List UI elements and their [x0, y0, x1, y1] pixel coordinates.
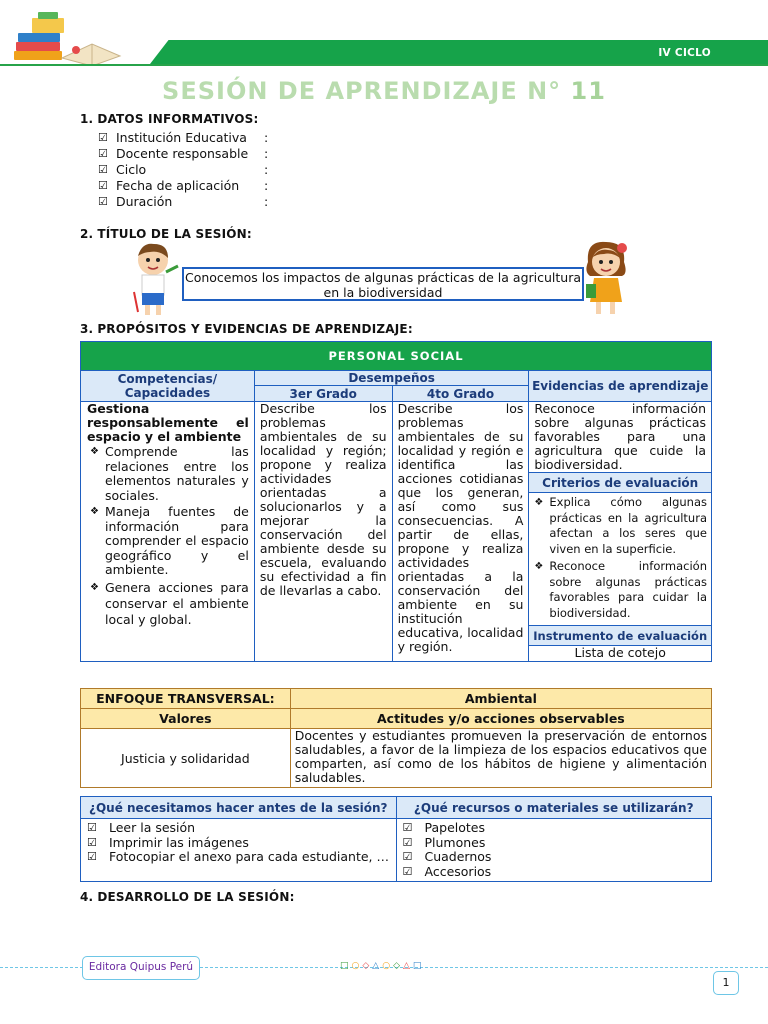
evidencia-cell: Reconoce información sobre algunas prácticas favorables para una agricultura que cuide la biodiversidad. [529, 402, 712, 473]
checkbox-icon: ☑ [402, 850, 413, 863]
publisher-label: Editora Quipus Perú [82, 956, 200, 980]
criterios-header: Criterios de evaluación [529, 473, 712, 493]
books-illustration [12, 12, 122, 66]
enfoque-table [80, 688, 712, 788]
recurso-item: ☑ Accesorios [402, 863, 492, 879]
checkbox-icon: ☑ [98, 131, 108, 144]
capacidad-item: ❖ Genera acciones para conservar el ambiente local y global. [87, 580, 249, 628]
antes-item: ☑ Imprimir las imágenes [87, 834, 249, 850]
capacidad-item: ❖ Maneja fuentes de información para comprender el espacio geográfico y el ambiente. [87, 505, 249, 578]
page-title: SESIÓN DE APRENDIZAJE N° 11 [162, 77, 606, 105]
actitud-cell: Docentes y estudiantes promueven la preservación de entornos saludables, a favor de la limpieza de los espacios educativos que comparten, así como de los hábitos de higiene y alimentación saludables. [290, 729, 711, 788]
preparacion-table [80, 796, 712, 882]
checkbox-icon: ☑ [402, 821, 413, 834]
ciclo-label: IV CICLO [658, 47, 711, 59]
capacidad-item: ❖ Comprende las relaciones entre los elementos naturales y sociales. [87, 445, 249, 503]
recursos-header: ¿Qué recursos o materiales se utilizarán? [396, 797, 712, 819]
recursos-list [397, 819, 712, 881]
checkbox-icon: ☑ [98, 147, 108, 160]
criterio-item: ❖ Reconoce información sobre algunas prácticas favorables para cuidar la biodiversidad. [531, 559, 707, 621]
area-header: PERSONAL SOCIAL [81, 342, 712, 371]
grade-3-desempeno: Describe los problemas ambientales de su localidad y región; propone y realiza actividades orientadas a solucionarlos y a mejorar la conservación del ambiente desde su escuela, evaluando su efectividad a fin de llevarlas a cabo. [254, 402, 392, 662]
enfoque-label: ENFOQUE TRANSVERSAL: [81, 689, 291, 709]
checkbox-icon: ☑ [402, 835, 413, 849]
antes-header: ¿Qué necesitamos hacer antes de la sesión? [81, 797, 397, 819]
checkbox-icon: ☑ [87, 821, 97, 834]
antes-list [81, 819, 396, 867]
competencia-name: Gestiona responsablemente el espacio y el ambiente [87, 401, 249, 444]
boy-illustration [132, 240, 182, 320]
valores-header: Valores [81, 709, 291, 729]
propositos-table [80, 341, 712, 662]
enfoque-value: Ambiental [290, 689, 711, 709]
page-header [0, 0, 768, 75]
datos-item: ☑ Duración : [98, 194, 269, 209]
section-heading-desarrollo: 4. DESARROLLO DE LA SESIÓN: [80, 890, 295, 904]
session-title-box: Conocemos los impactos de algunas prácticas de la agricultura en la biodiversidad [182, 267, 584, 301]
checkbox-icon: ☑ [87, 835, 97, 849]
checkbox-icon: ☑ [98, 195, 108, 208]
section-heading-datos: 1. DATOS INFORMATIVOS: [80, 112, 259, 126]
recurso-item: ☑ Papelotes [402, 820, 485, 835]
datos-item: ☑ Docente responsable : [98, 146, 269, 161]
page-number: 1 [713, 971, 739, 995]
section-heading-titulo: 2. TÍTULO DE LA SESIÓN: [80, 227, 252, 241]
recursos-cell [396, 819, 712, 882]
capacidades-list [87, 445, 249, 628]
checkbox-icon: ☑ [402, 864, 413, 878]
recurso-item: ☑ Plumones [402, 834, 486, 850]
criterios-list [531, 495, 707, 621]
datos-list [98, 130, 268, 210]
datos-item: ☑ Ciclo : [98, 162, 269, 177]
instrumento-header: Instrumento de evaluación [529, 626, 712, 646]
criterio-item: ❖ Explica cómo algunas prácticas en la agricultura afectan a los seres que viven en la superficie. [531, 495, 707, 557]
valor-cell: Justicia y solidaridad [81, 729, 291, 788]
competencias-header: Competencias/ Capacidades [81, 371, 255, 402]
datos-item: ☑ Fecha de aplicación : [98, 178, 269, 193]
checkbox-icon: ☑ [98, 163, 108, 176]
section-heading-propositos: 3. PROPÓSITOS Y EVIDENCIAS DE APRENDIZAJE: [80, 322, 413, 336]
girl-illustration [582, 240, 630, 322]
recurso-item: ☑ Cuadernos [402, 849, 492, 864]
session-number: 11 [570, 77, 606, 105]
grade-3-header: 3er Grado [254, 386, 392, 402]
datos-item: ☑ Institución Educativa : [98, 130, 269, 145]
header-rule [0, 64, 768, 66]
checkbox-icon: ☑ [87, 850, 97, 863]
instrumento-value: Lista de cotejo [529, 646, 712, 662]
checkbox-icon: ☑ [98, 179, 108, 192]
desempenos-header: Desempeños [254, 371, 529, 386]
decorative-shapes: □○◇△○◇△□ [340, 961, 425, 971]
actitudes-header: Actitudes y/o acciones observables [290, 709, 711, 729]
antes-cell [81, 819, 397, 882]
evidencias-header: Evidencias de aprendizaje [529, 371, 712, 402]
grade-4-desempeno: Describe los problemas ambientales de su localidad y región e identifica las acciones cotidianas que los generan, así como sus consecuencias. A partir de ellas, propone y realiza actividades orientadas a la conservación del ambiente en su institución educativa, localidad y región. [392, 402, 529, 662]
antes-item: ☑ Leer la sesión [87, 820, 196, 835]
grade-4-header: 4to Grado [392, 386, 529, 402]
criterios-cell [529, 493, 712, 626]
competencias-cell [81, 402, 255, 662]
antes-item: ☑ Fotocopiar el anexo para cada estudiante, … [87, 849, 389, 864]
